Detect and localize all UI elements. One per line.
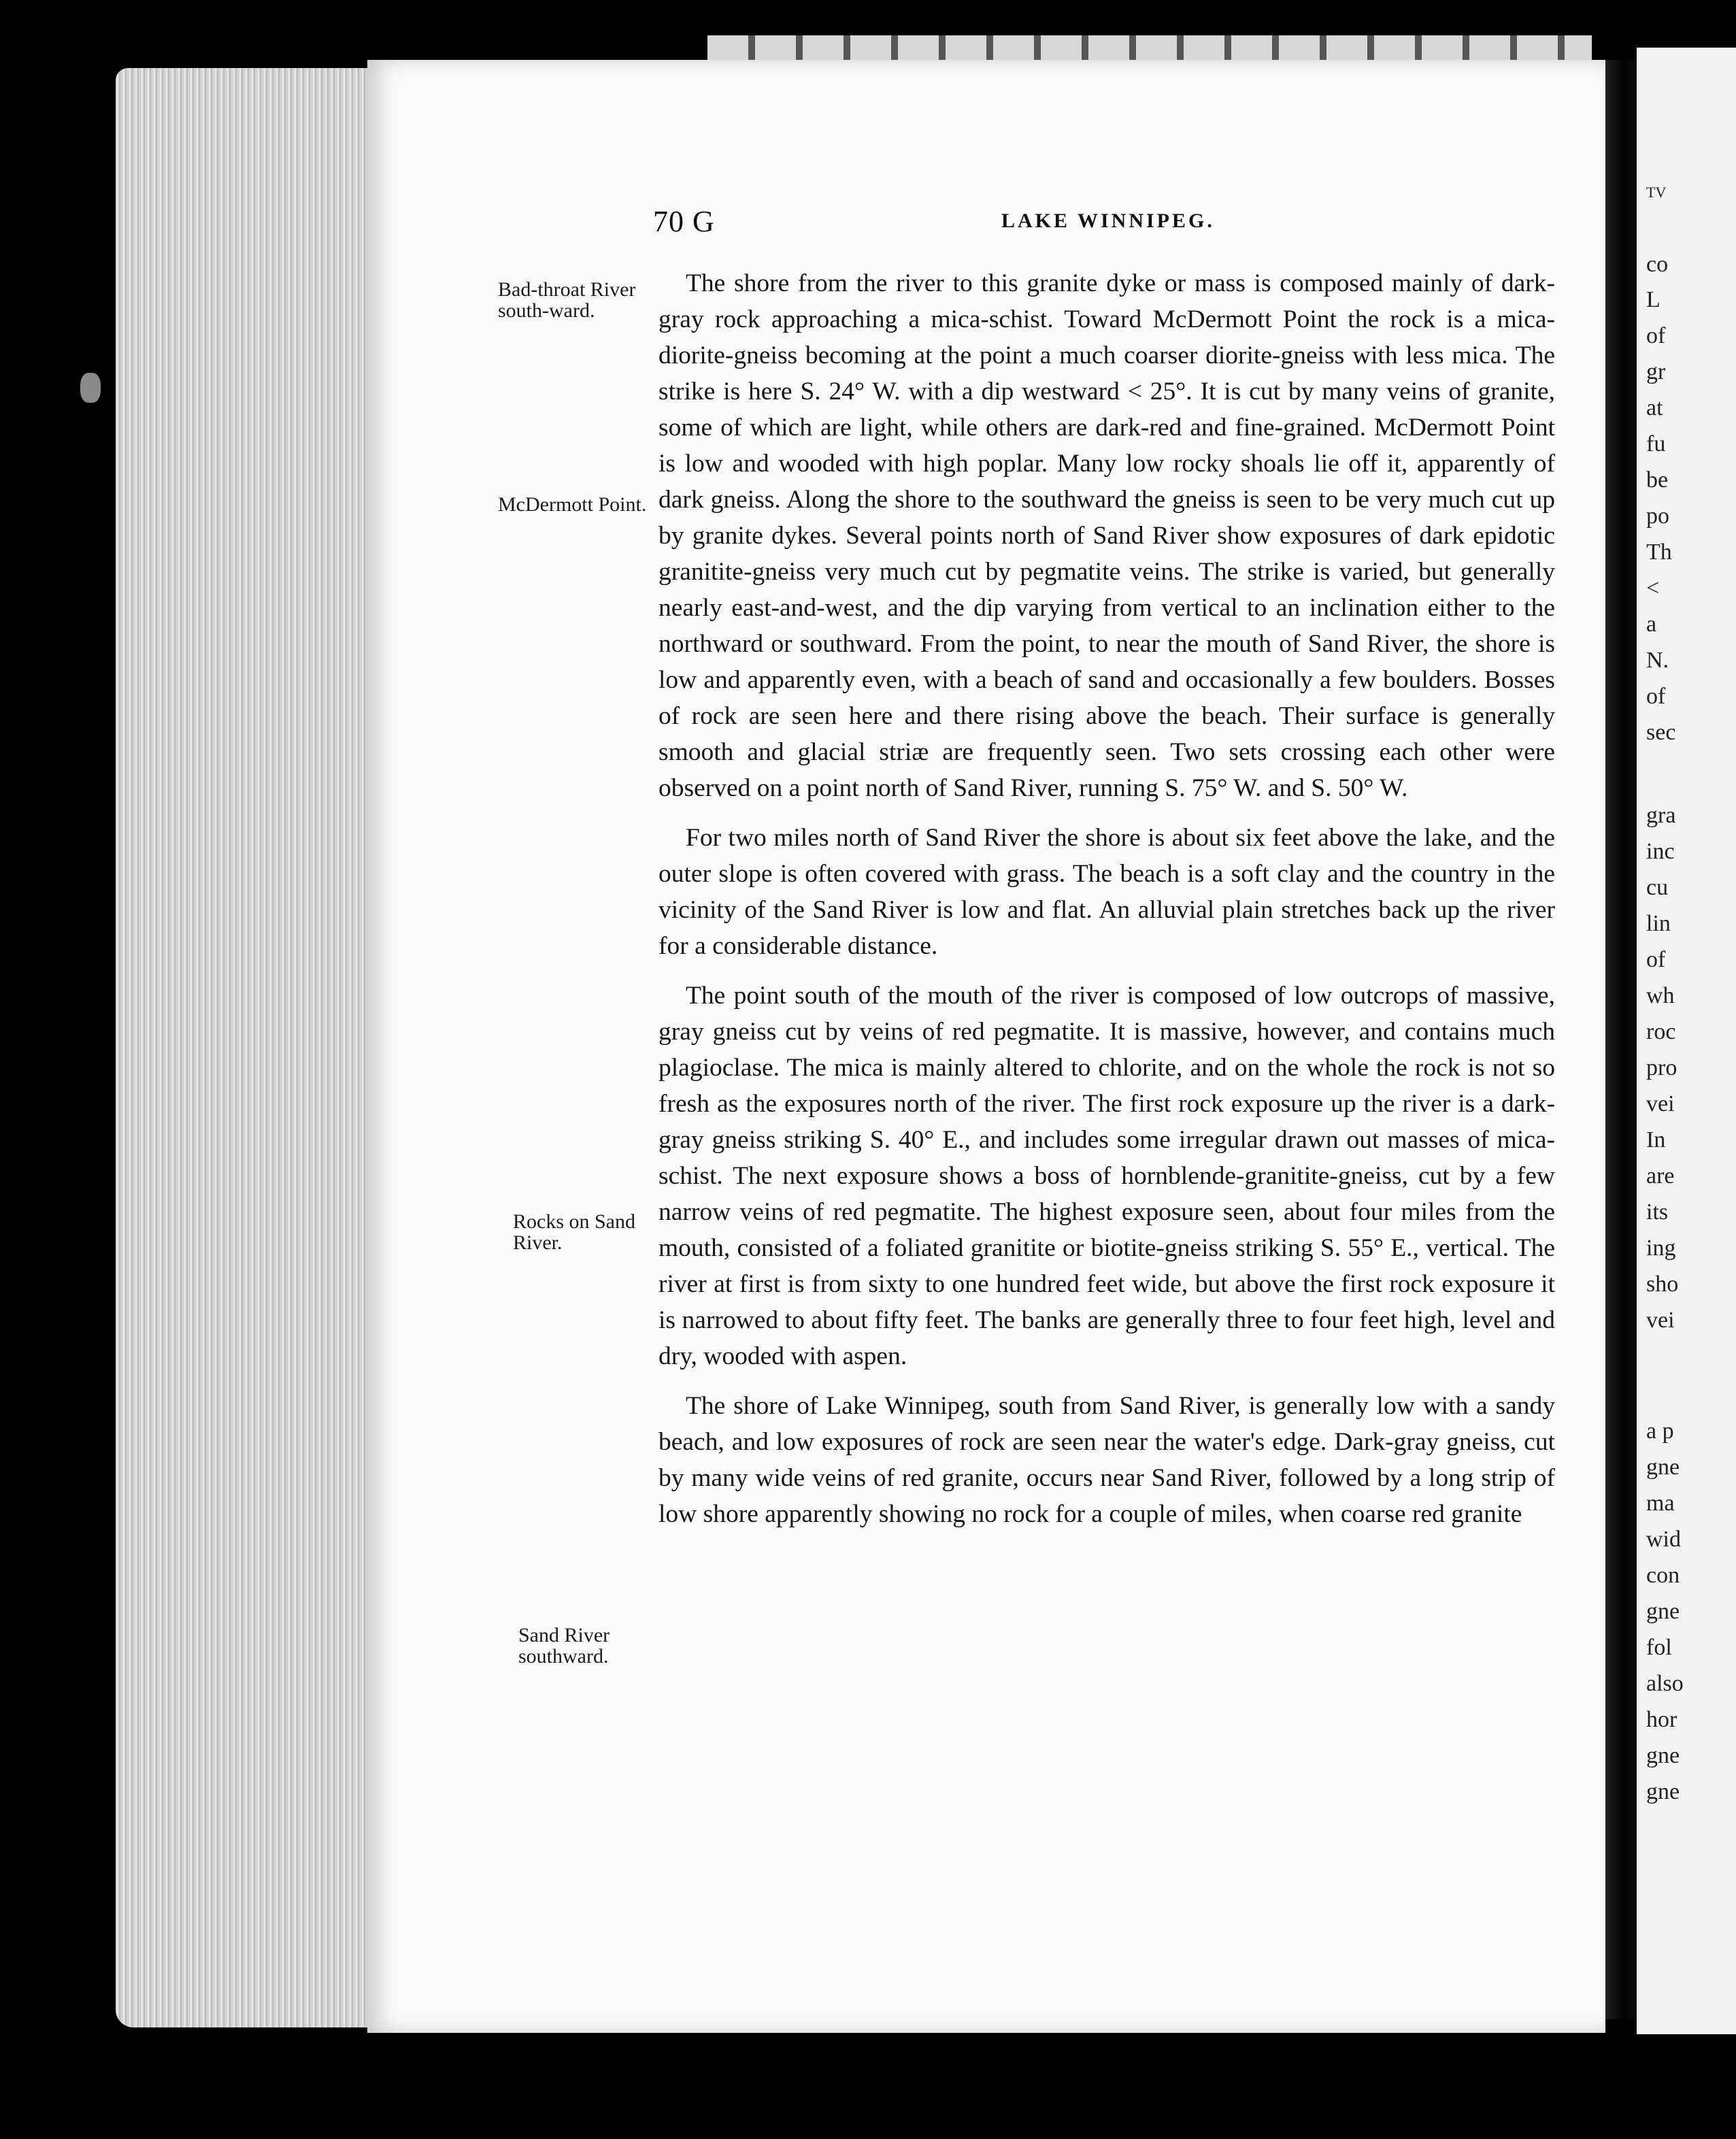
adjacent-page-fragment: inc [1646,839,1675,864]
adjacent-page-fragment: gra [1646,803,1676,828]
adjacent-page-fragment: TV [1646,184,1667,201]
running-title: LAKE WINNIPEG. [1001,210,1215,232]
adjacent-page-fragment: fu [1646,431,1666,457]
adjacent-page-fragment: N. [1646,648,1669,673]
adjacent-page-fragment: cu [1646,875,1669,900]
adjacent-page-fragment: < [1646,576,1660,601]
adjacent-page-fragment: In [1646,1127,1666,1153]
sidenote-sand-river-southward: Sand River southward. [518,1624,610,1668]
adjacent-page-fragment: po [1646,503,1669,529]
sidenote-mcdermott-point: McDermott Point. [498,493,647,516]
adjacent-page-fragment: L [1646,287,1660,312]
adjacent-page-fragment: fol [1646,1635,1672,1660]
adjacent-page-fragment: lin [1646,911,1671,936]
adjacent-page-fragment: of [1646,684,1666,709]
adjacent-page-fragment: ma [1646,1491,1675,1516]
paragraph: For two miles north of Sand River the shore is about six feet above the lake, and the outer slope is often covered with grass. The beach is a soft clay and the country in the vicinity of the Sand River is low and flat. An alluvial plain stretches back up the river for a considerable distance. [658,824,1555,960]
paragraph: The point south of the mouth of the river is composed of low outcrops of massive, gray gneiss cut by veins of red pegmatite. It is massive, however, and contains much plagioclase. The mica is mainly altered to chlorite, and on the whole the rock is not so fresh as the exposures north of the river. The first rock exposure up the river is a dark-gray gneiss striking S. 40° E., and includes some irregular drawn out masses of mica-schist. The next exposure shows a boss of hornblende-granitite-gneiss, cut by a few narrow veins of red pegmatite. The highest exposure seen, about four miles from the mouth, consisted of a foliated granitite or biotite-gneiss striking S. 55° E., vertical. The river at first is from sixty to one hundred feet wide, but above the first rock exposure it is narrowed to about fifty feet. The banks are generally three to four feet high, level and dry, wooded with aspen. [658,982,1555,1370]
adjacent-page-fragment: gne [1646,1779,1680,1804]
adjacent-page-fragment: are [1646,1163,1675,1189]
adjacent-page-fragment: ing [1646,1236,1676,1261]
adjacent-page-fragment: at [1646,395,1663,420]
adjacent-page-fragment: be [1646,467,1669,493]
book-top-edge [707,35,1592,63]
page-header [653,204,1565,238]
adjacent-page-fragment: sec [1646,720,1676,745]
adjacent-page-fragment: a p [1646,1419,1674,1444]
adjacent-page-fragment: pro [1646,1055,1677,1080]
book-page-edges [116,68,374,2027]
adjacent-page-fragment: co [1646,252,1669,277]
adjacent-page-fragment: also [1646,1671,1684,1696]
adjacent-page-fragment: gr [1646,359,1666,384]
adjacent-page-fragment: Th [1646,540,1672,565]
adjacent-page-fragment: its [1646,1199,1669,1225]
sidenote-bad-throat-river: Bad-throat River south-ward. [498,278,636,322]
adjacent-page-fragment: a [1646,612,1657,637]
adjacent-page-fragment: con [1646,1563,1680,1588]
adjacent-page-fragment: vei [1646,1091,1675,1116]
adjacent-page-fragment: vei [1646,1308,1675,1333]
paragraph: The shore of Lake Winnipeg, south from Sand River, is generally low with a sandy beach, and low exposures of rock are seen near the water's edge. Dark-gray gneiss, cut by many wide veins of red granite, occurs near Sand River, followed by a long strip of low shore apparently showing no rock for a couple of miles, when coarse red granite [658,1392,1555,1528]
paragraph: The shore from the river to this granite dyke or mass is composed mainly of dark-gray rock approaching a mica-schist. Toward McDermott Point the rock is a mica-diorite-gneiss becoming at the point a much coarser diorite-gneiss with less mica. The strike is here S. 24° W. with a dip westward < 25°. It is cut by many veins of granite, some of which are light, while others are dark-red and fine-grained. McDermott Point is low and wooded with high poplar. Many low rocky shoals lie off it, apparently of dark gneiss. Along the shore to the southward the gneiss is seen to be very much cut up by granite dykes. Several points north of Sand River show exposures of dark epidotic granitite-gneiss very much cut by pegmatite veins. The strike is varied, but generally nearly east-and-west, and the dip varying from vertical to an inclination either to the northward or southward. From the point, to near the mouth of Sand River, the shore is low and apparently even, with a beach of sand and occasionally a few boulders. Bosses of rock are seen here and there rising above the beach. Their surface is generally smooth and glacial striæ are frequently seen. Two sets crossing each other were observed on a point north of Sand River, running S. 75° W. and S. 50° W. [658,269,1555,802]
adjacent-page-fragment: gne [1646,1599,1680,1624]
page-number: 70 G [653,205,715,238]
adjacent-page [1637,48,1736,2034]
adjacent-page-fragment: of [1646,947,1666,972]
adjacent-page-fragment: hor [1646,1707,1677,1732]
page-body [658,265,1555,1546]
sidenote-rocks-on-sand-river: Rocks on Sand River. [513,1210,635,1254]
adjacent-page-fragment: of [1646,323,1666,348]
adjacent-page-fragment: gne [1646,1743,1680,1768]
adjacent-page-fragment: wh [1646,983,1675,1008]
scan-artifact [80,373,101,403]
adjacent-page-fragment: roc [1646,1019,1676,1044]
book-gutter [1605,60,1637,2019]
adjacent-page-fragment: gne [1646,1455,1680,1480]
adjacent-page-fragment: wid [1646,1527,1681,1552]
adjacent-page-fragment: sho [1646,1272,1679,1297]
